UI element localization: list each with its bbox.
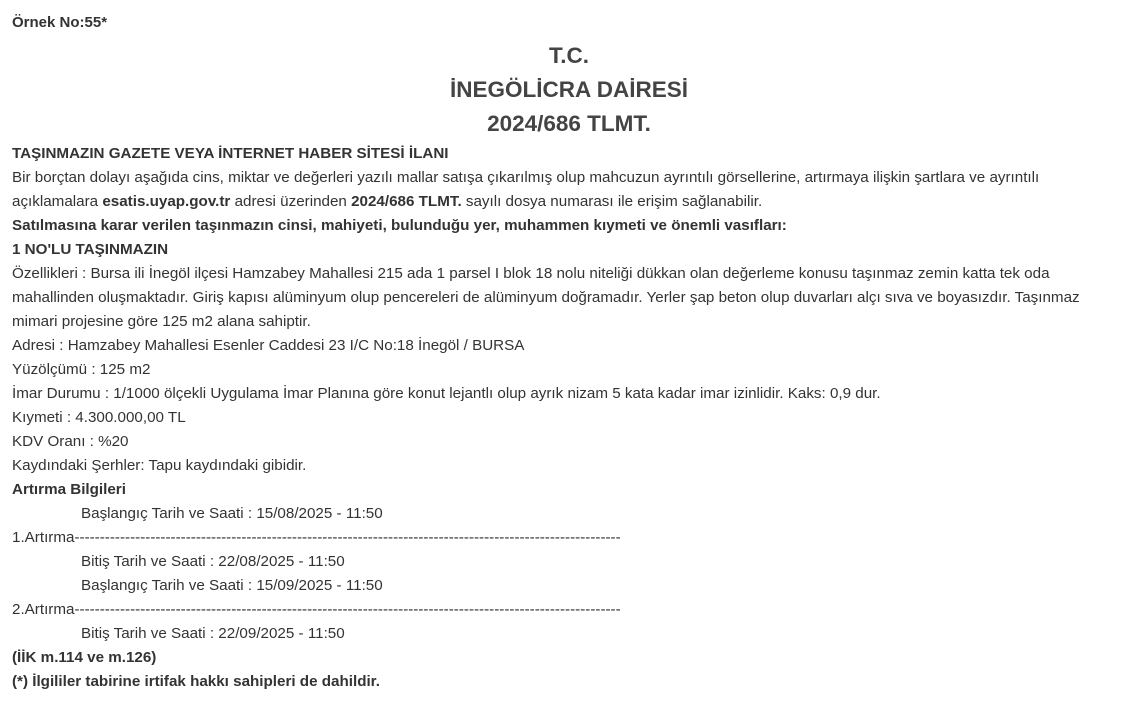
intro-text-2: adresi üzerinden [230,193,352,210]
artirma-1-row [12,526,1138,550]
intro-text-3: sayılı dosya numarası ile erişim sağlanabilir. [461,193,763,210]
tc-heading: T.C. [548,43,589,68]
intro-paragraph [12,166,1122,214]
iik-reference: (İİK m.114 ve m.126) [12,649,157,666]
artirma-1-dashes: ------------------------------------------------------------------------------------------------------------ [74,529,621,546]
esatis-site: esatis.uyap.gov.tr [102,193,231,210]
artirma-2-row [12,598,1138,622]
tasinmaz-title: 1 NO'LU TAŞINMAZIN [12,241,169,258]
kdv-text: KDV Oranı : %20 [12,433,129,450]
karar-title: Satılmasına karar verilen taşınmazın cinsi, mahiyeti, bulunduğu yer, muhammen kıymeti ve önemli vasıfları: [12,217,787,234]
ornek-number: Örnek No:55* [12,14,108,31]
ozellikleri-text: Özellikleri : Bursa ili İnegöl ilçesi Hamzabey Mahallesi 215 ada 1 parsel I blok 18 nolu niteliği dükkan olan değerleme konusu taşınmaz zemin katta tek oda mahallinden oluşmaktadır. Giriş kapısı alüminyum olup pencereleri de alüminyum doğramadır. Yerler şap beton olup duvarları alçı sıva ve boyasızdır. Taşınmaz mimari projesine göre 125 m2 alana sahiptir. [12,265,1080,330]
footnote: (*) İlgililer tabirine irtifak hakkı sahipleri de dahildir. [12,673,380,690]
serhler-text: Kaydındaki Şerhler: Tapu kaydındaki gibidir. [12,457,307,474]
artirma-1-bitis: Bitiş Tarih ve Saati : 22/08/2025 - 11:50 [81,553,345,570]
kiymeti-text: Kıymeti : 4.300.000,00 TL [12,409,186,426]
daire-heading: İNEGÖLİCRA DAİRESİ [450,77,688,102]
artirma-1-baslangic: Başlangıç Tarih ve Saati : 15/08/2025 - 11:50 [81,505,383,522]
dosya-heading: 2024/686 TLMT. [487,111,651,136]
artirma-title: Artırma Bilgileri [12,481,126,498]
artirma-2-label: 2.Artırma [12,601,75,618]
artirma-2-baslangic: Başlangıç Tarih ve Saati : 15/09/2025 - 11:50 [81,577,383,594]
intro-dosya-no: 2024/686 TLMT. [351,193,462,210]
imar-text: İmar Durumu : 1/1000 ölçekli Uygulama İmar Planına göre konut lejantlı olup ayrık nizam 5 kata kadar imar izinlidir. Kaks: 0,9 dur. [12,385,881,402]
adresi-text: Adresi : Hamzabey Mahallesi Esenler Caddesi 23 I/C No:18 İnegöl / BURSA [12,337,525,354]
yuzolcumu-text: Yüzölçümü : 125 m2 [12,361,151,378]
artirma-1-label: 1.Artırma [12,529,75,546]
artirma-2-bitis: Bitiş Tarih ve Saati : 22/09/2025 - 11:50 [81,625,345,642]
intro-text-1: Bir borçtan dolayı aşağıda cins, miktar ve değerleri yazılı mallar satışa çıkarılmış olup mahcuzun ayrıntılı görsellerine, artırmaya ilişkin şartlara ve ayrıntılı açıklamalara [12,169,1040,210]
artirma-2-dashes: ------------------------------------------------------------------------------------------------------------ [74,601,621,618]
ilan-title: TAŞINMAZIN GAZETE VEYA İNTERNET HABER SİTESİ İLANI [12,145,449,162]
